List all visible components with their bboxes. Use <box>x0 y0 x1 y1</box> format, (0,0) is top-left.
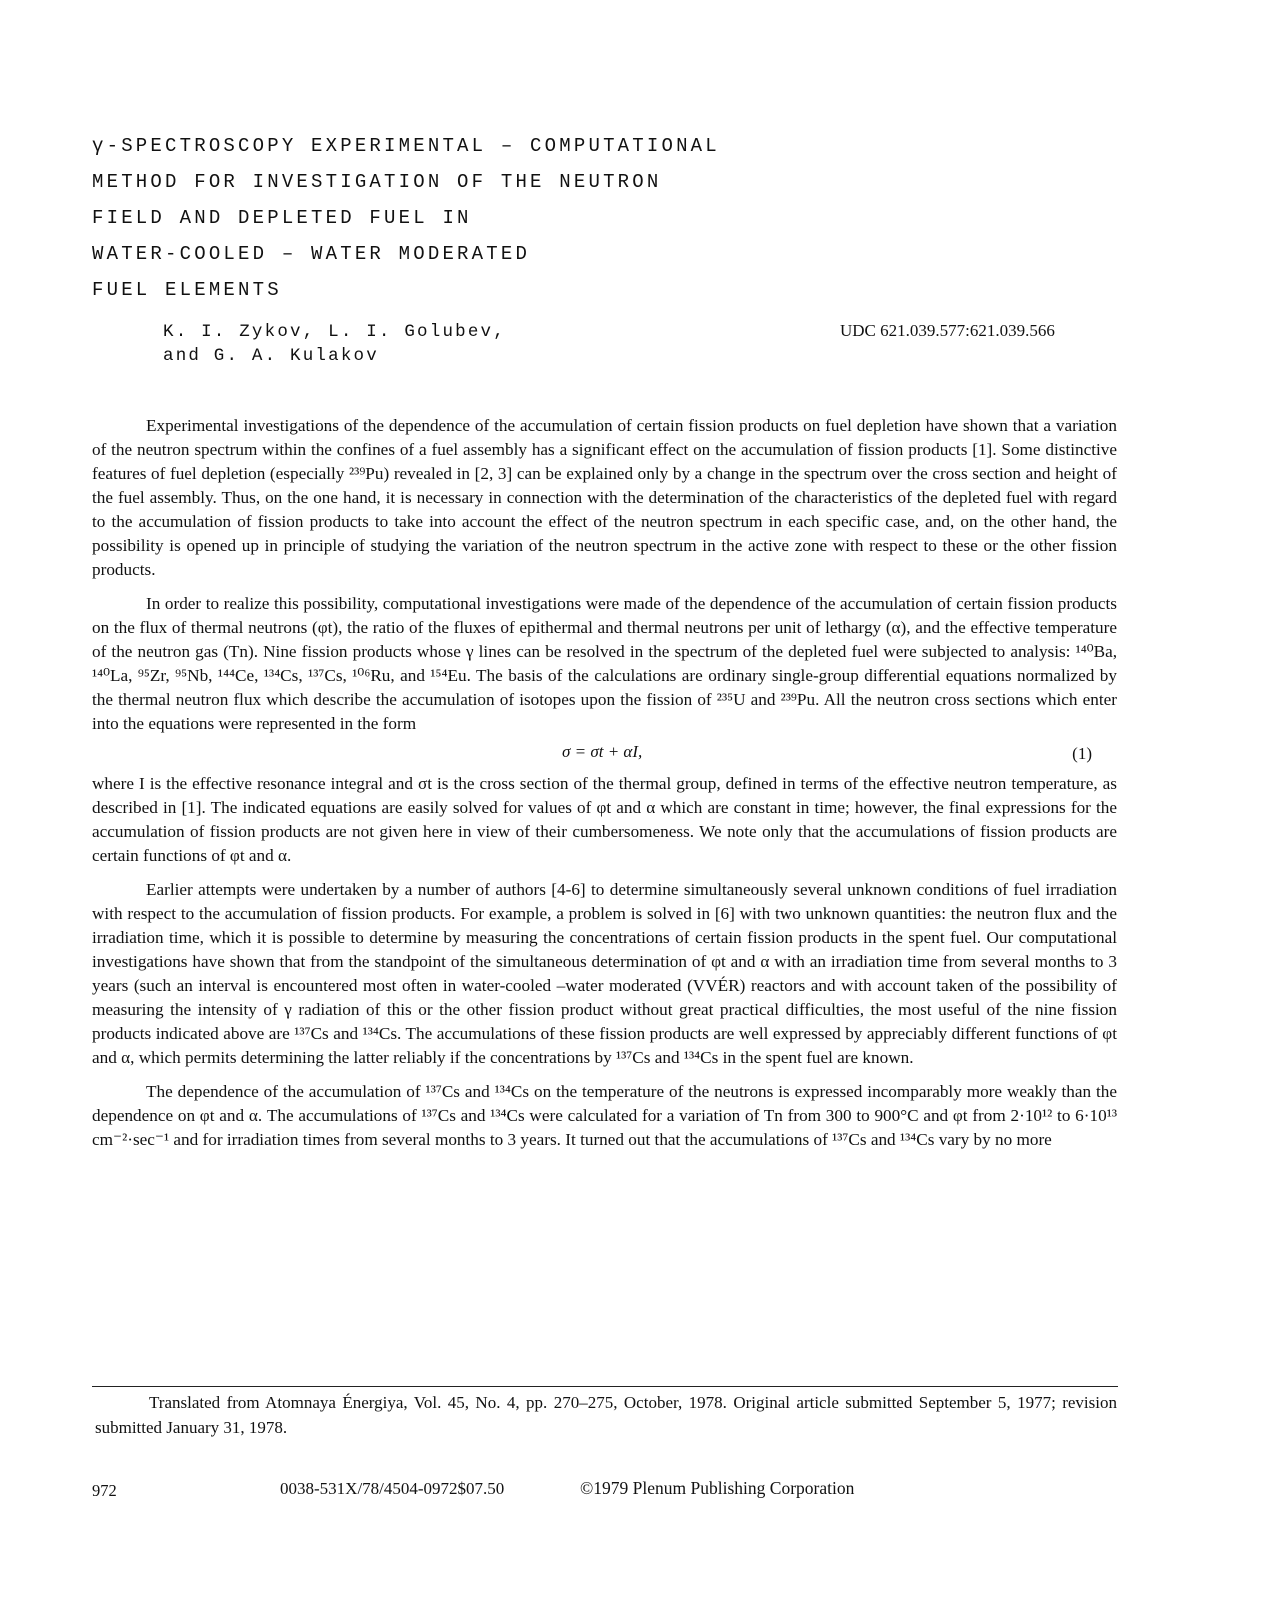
title-line-3: FIELD AND DEPLETED FUEL IN <box>92 207 472 229</box>
footnote <box>95 1390 1117 1440</box>
title-line-2: METHOD FOR INVESTIGATION OF THE NEUTRON <box>92 171 662 193</box>
title-line-4: WATER-COOLED – WATER MODERATED <box>92 243 531 265</box>
copyright-line: ©1979 Plenum Publishing Corporation <box>580 1478 855 1498</box>
equation-number: (1) <box>1072 744 1092 763</box>
article-title <box>92 128 852 308</box>
authors-line-1: K. I. Zykov, L. I. Golubev, <box>163 322 506 342</box>
title-line-5: FUEL ELEMENTS <box>92 279 282 301</box>
paragraph-3: where I is the effective resonance integral and σt is the cross section of the thermal group, defined in terms of the effective neutron temperature, as described in [1]. The indicated equations are easily solved for values of φt and α which are constant in time; however, the final expressions for the accumulation of fission products are not given here in view of their cumbersomeness. We note only that the accumulations of fission products are certain functions of φt and α. <box>92 774 1117 865</box>
equation-1 <box>92 740 1117 768</box>
paragraph-2: In order to realize this possibility, computational investigations were made of the dependence of the accumulation of certain fission products on the flux of thermal neutrons (φt), the ratio of the fluxes of epithermal and thermal neutrons per unit of lethargy (α), and the effective temperature of the neutron gas (Tn). Nine fission products whose γ lines can be resolved in the spectrum of the depleted fuel were subjected to analysis: ¹⁴⁰Ba, ¹⁴⁰La, ⁹⁵Zr, ⁹⁵Nb, ¹⁴⁴Ce, ¹³⁴Cs, ¹³⁷Cs, ¹⁰⁶Ru, and ¹⁵⁴Eu. The basis of the calculations are ordinary single-group differential equations normalized by the thermal neutron flux which describe the accumulation of isotopes upon the fission of ²³⁵U and ²³⁹Pu. All the neutron cross sections which enter into the equations were represented in the form <box>92 594 1117 733</box>
paragraph-5: The dependence of the accumulation of ¹³⁷Cs and ¹³⁴Cs on the temperature of the neutrons is expressed incomparably more weakly than the dependence on φt and α. The accumulations of ¹³⁷Cs and ¹³⁴Cs were calculated for a variation of Tn from 300 to 900°C and φt from 2·10¹² to 6·10¹³ cm⁻²·sec⁻¹ and for irradiation times from several months to 3 years. It turned out that the accumulations of ¹³⁷Cs and ¹³⁴Cs vary by no more <box>92 1082 1117 1149</box>
article-body <box>92 414 1117 1152</box>
equation-expression: σ = σt + αI, <box>562 742 643 761</box>
title-line-1: γ-SPECTROSCOPY EXPERIMENTAL – COMPUTATIONAL <box>92 135 720 157</box>
author-list <box>163 320 506 368</box>
paragraph-1: Experimental investigations of the dependence of the accumulation of certain fission products on fuel depletion have shown that a variation of the neutron spectrum within the confines of a fuel assembly has a significant effect on the accumulation of fission products [1]. Some distinctive features of fuel depletion (especially ²³⁹Pu) revealed in [2, 3] can be explained only by a change in the spectrum over the cross section and height of the fuel assembly. Thus, on the one hand, it is necessary in connection with the determination of the characteristics of the depleted fuel with regard to the accumulation of fission products to take into account the effect of the neutron spectrum in each specific case, and, on the other hand, the possibility is opened up in principle of studying the variation of the neutron spectrum in the active zone with respect to these or the other fission products. <box>92 416 1117 579</box>
authors-line-2: and G. A. Kulakov <box>163 346 379 366</box>
page-number: 972 <box>92 1481 117 1500</box>
paragraph-4: Earlier attempts were undertaken by a number of authors [4-6] to determine simultaneously several unknown conditions of fuel irradiation with respect to the accumulation of fission products. For example, a problem is solved in [6] with two unknown quantities: the neutron flux and the irradiation time, which it is possible to determine by measuring the concentrations of certain fission products in the spent fuel. Our computational investigations have shown that from the standpoint of the simultaneous determination of φt and α with an irradiation time from several months to 3 years (such an interval is encountered most often in water-cooled –water moderated (VVÉR) reactors and with account taken of the possibility of measuring the intensity of γ radiation of this or the other fission product without great practical difficulties, the most useful of the nine fission products indicated above are ¹³⁷Cs and ¹³⁴Cs. The accumulations of these fission products are well expressed by appreciably different functions of φt and α, which permits determining the latter reliably if the concentrations by ¹³⁷Cs and ¹³⁴Cs in the spent fuel are known. <box>92 880 1117 1067</box>
article-code: 0038-531X/78/4504-0972$07.50 <box>280 1479 505 1498</box>
footnote-divider <box>92 1386 1118 1387</box>
udc-code: UDC 621.039.577:621.039.566 <box>840 321 1055 340</box>
footnote-text: Translated from Atomnaya Énergiya, Vol. 45, No. 4, pp. 270–275, October, 1978. Original article submitted September 5, 1977; revision submitted January 31, 1978. <box>95 1393 1117 1437</box>
